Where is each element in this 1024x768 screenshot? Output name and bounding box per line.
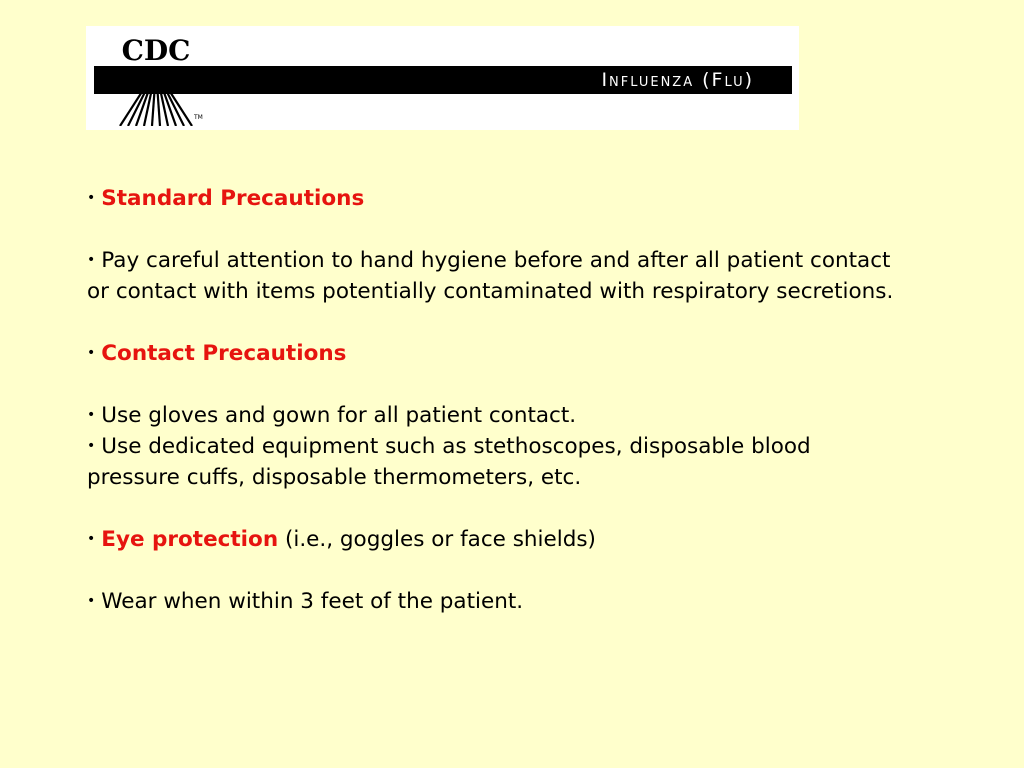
logo-text: CDC [121, 34, 191, 67]
item-text: Wear when within 3 feet of the patient. [101, 589, 524, 614]
bullet: • [87, 593, 96, 609]
bullet-item [87, 245, 907, 307]
item-text: Use gloves and gown for all patient contact. [101, 403, 577, 428]
cdc-logo [118, 30, 194, 126]
heading-note: (i.e., goggles or face shields) [284, 527, 596, 552]
bullet: • [87, 345, 96, 361]
bullet: • [87, 190, 96, 206]
bullet-item [87, 586, 907, 617]
item-text: Use dedicated equipment such as stethoscopes, disposable blood pressure cuffs, disposable thermometers, etc. [87, 434, 811, 490]
bullet: • [87, 407, 96, 423]
heading-text: Contact Precautions [101, 341, 347, 366]
item-text: Pay careful attention to hand hygiene before and after all patient contact or contact with items potentially contaminated with respiratory secretions. [87, 248, 894, 304]
section-heading-contact [87, 338, 907, 369]
section-heading-eye [87, 524, 907, 555]
trademark-mark: TM [194, 114, 203, 121]
bullet: • [87, 252, 96, 268]
bullet-item [87, 431, 907, 493]
bullet: • [87, 531, 96, 547]
banner-bar [94, 66, 792, 94]
slide-content [87, 183, 907, 617]
section-heading-standard [87, 183, 907, 214]
banner-title: Influenza (Flu) [601, 69, 754, 91]
heading-text: Eye protection [101, 527, 279, 552]
bullet-item [87, 400, 907, 431]
cdc-banner [86, 26, 799, 130]
bullet: • [87, 438, 96, 454]
heading-text: Standard Precautions [101, 186, 365, 211]
